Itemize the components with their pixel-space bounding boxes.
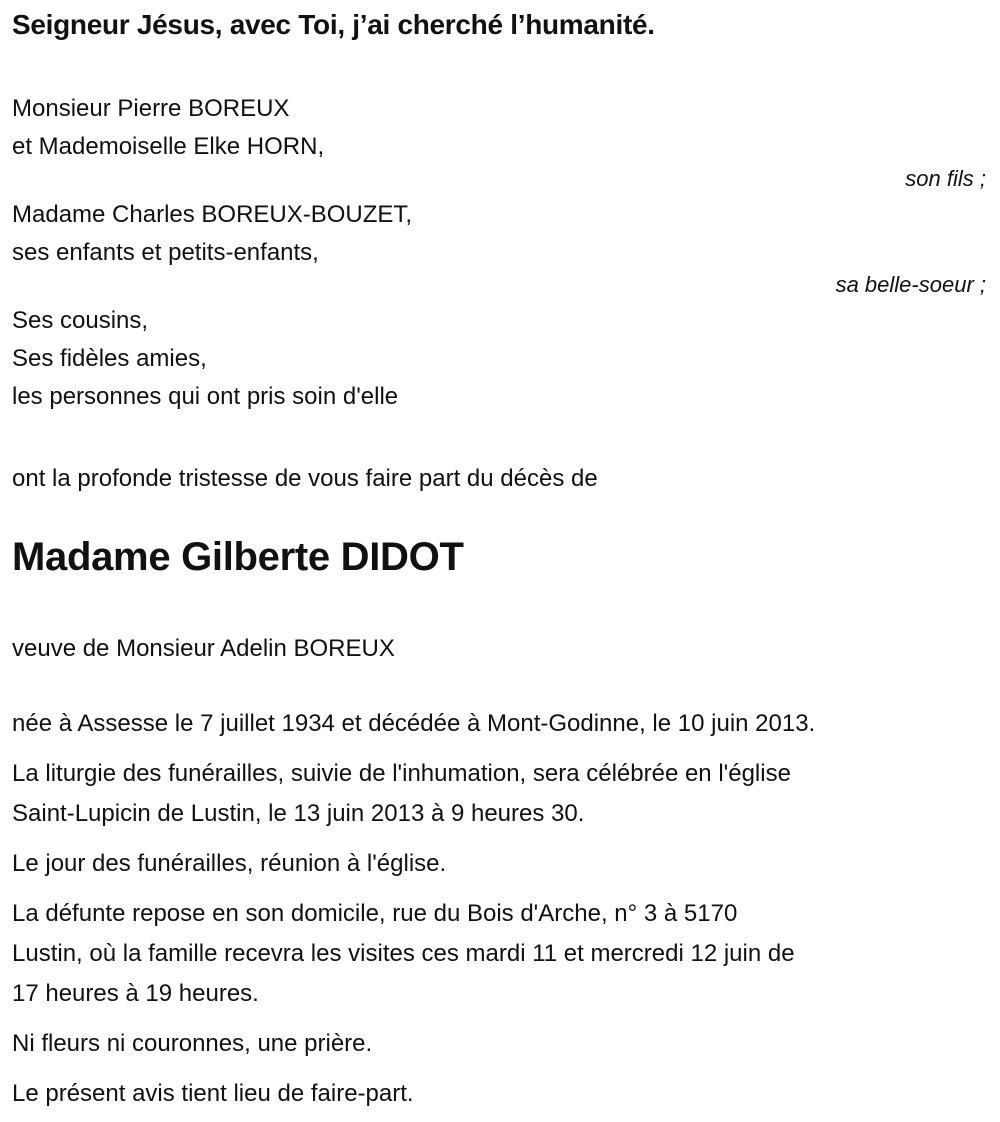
deceased-name: Madame Gilberte DIDOT — [12, 535, 464, 579]
meeting-paragraph — [12, 844, 988, 884]
widow-of-line: veuve de Monsieur Adelin BOREUX — [12, 635, 395, 662]
announcement-line: ont la profonde tristesse de vous faire part du décès de — [12, 465, 598, 492]
liturgy-paragraph — [12, 754, 988, 834]
paragraph-line: Le présent avis tient lieu de faire-part. — [12, 1080, 414, 1107]
paragraph-line: Le jour des funérailles, réunion à l'église. — [12, 850, 447, 877]
visits-paragraph — [12, 894, 988, 1014]
mourner-line: Ses cousins, — [12, 307, 149, 334]
mourner-line: Ses fidèles amies, — [12, 345, 207, 372]
flowers-paragraph — [12, 1024, 988, 1064]
paragraph-line: Lustin, où la famille recevra les visites ces mardi 11 et mercredi 12 juin de — [12, 940, 795, 967]
paragraph-line: née à Assesse le 7 juillet 1934 et décédée à Mont-Godinne, le 10 juin 2013. — [12, 710, 816, 737]
paragraph-line: La défunte repose en son domicile, rue du Bois d'Arche, n° 3 à 5170 — [12, 900, 738, 927]
mourner-line: Monsieur Pierre BOREUX — [12, 95, 290, 122]
birth-death-paragraph — [12, 704, 988, 744]
mourner-line: et Mademoiselle Elke HORN, — [12, 133, 325, 160]
funeral-details-section — [12, 704, 988, 1114]
paragraph-line: Saint-Lupicin de Lustin, le 13 juin 2013 à 9 heures 30. — [12, 800, 585, 827]
mourner-line: les personnes qui ont pris soin d'elle — [12, 383, 399, 410]
notice-paragraph — [12, 1074, 988, 1114]
relation-label-son-fils: son fils ; — [905, 166, 986, 191]
paragraph-line: 17 heures à 19 heures. — [12, 980, 259, 1007]
mourner-line: ses enfants et petits-enfants, — [12, 239, 319, 266]
mourners-section — [12, 90, 988, 416]
epigraph: Seigneur Jésus, avec Toi, j’ai cherché l’humanité. — [12, 9, 655, 40]
relation-label-belle-soeur: sa belle-soeur ; — [835, 272, 986, 297]
paragraph-line: La liturgie des funérailles, suivie de l'inhumation, sera célébrée en l'église — [12, 760, 791, 787]
paragraph-line: Ni fleurs ni couronnes, une prière. — [12, 1030, 373, 1057]
mourner-line: Madame Charles BOREUX-BOUZET, — [12, 201, 413, 228]
